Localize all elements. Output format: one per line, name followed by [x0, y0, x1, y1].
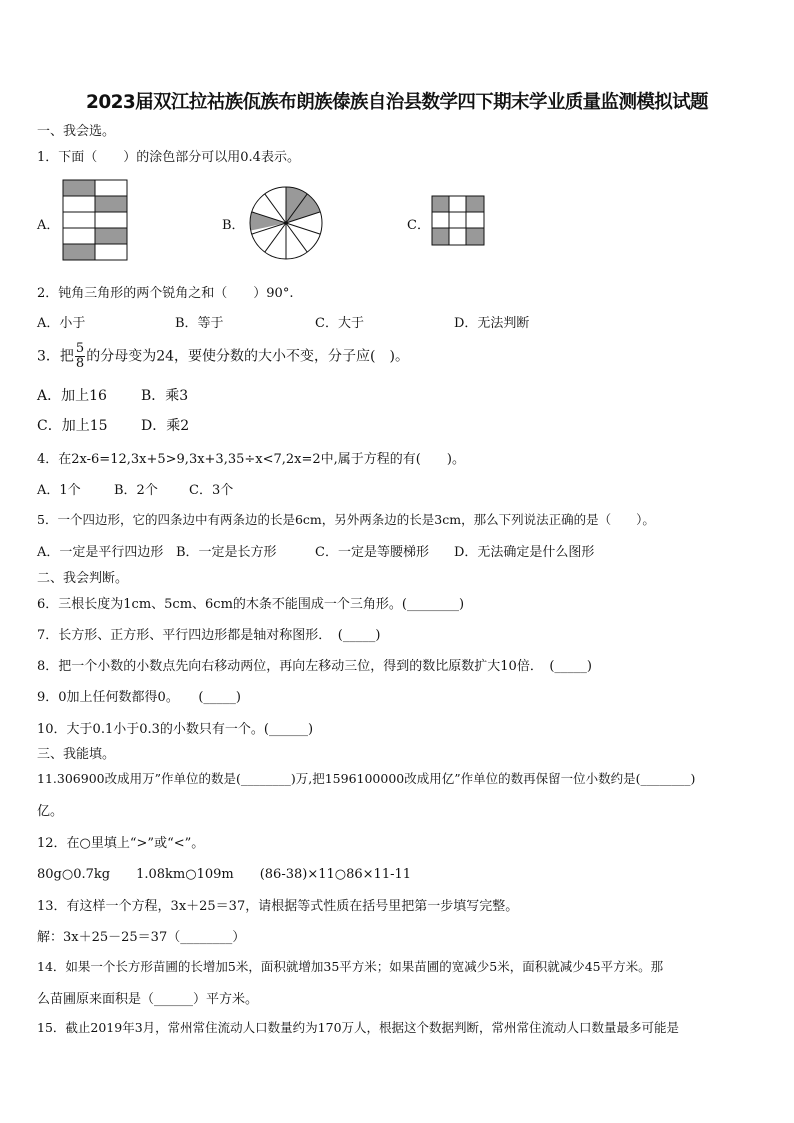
q1-figure-c-grid — [431, 195, 485, 246]
question-13-text: 13．有这样一个方程，3x＋25＝37，请根据等式性质在括号里把第一步填写完整。 — [37, 899, 519, 914]
q3-option-b: B．乘3 — [141, 388, 189, 404]
grid-cell-shaded — [63, 180, 95, 196]
q3-prefix: 3．把 — [37, 348, 74, 365]
question-5-text: 5．一个四边形，它的四条边中有两条边的长是6cm，另外两条边的长是3cm，那么下列说法正确的是（ ）。 — [37, 512, 655, 527]
q5-option-b: B．一定是长方形 — [176, 545, 277, 560]
q3-fraction-denominator: 8 — [75, 356, 85, 371]
q2-option-b: B．等于 — [175, 316, 224, 331]
grid-cell-shaded — [466, 196, 484, 212]
section-heading-3: 三、我能填。 — [37, 747, 116, 762]
q2-option-a: A．小于 — [37, 316, 86, 331]
question-14-line-1: 14．如果一个长方形苗圃的长增加5米，面积就增加35平方米；如果苗圃的宽减少5米，面积就减少45平方米。那 — [37, 959, 664, 974]
question-11-line-1: 11.306900改成用万”作单位的数是(________)万,把1596100000改成用亿”作单位的数再保留一位小数约是(________) — [37, 771, 696, 786]
q1-option-c-label: C． — [407, 218, 430, 233]
q4-option-a: A．1个 — [37, 483, 81, 498]
question-10-text: 10．大于0.1小于0.3的小数只有一个。(______) — [37, 722, 314, 737]
question-12-items: 80g○0.7kg 1.08km○109m (86-38)×11○86×11-11 — [37, 867, 412, 882]
question-9-text: 9．0加上任何数都得0。 (_____) — [37, 690, 241, 705]
q3-option-c: C．加上15 — [37, 418, 108, 434]
grid-cell-shaded — [466, 228, 484, 245]
q5-option-a: A．一定是平行四边形 — [37, 545, 164, 560]
q5-option-c: C．一定是等腰梯形 — [315, 545, 429, 560]
q1-option-a-label: A． — [37, 218, 60, 233]
question-6-text: 6．三根长度为1cm、5cm、6cm的木条不能围成一个三角形。(________) — [37, 597, 465, 612]
q3-option-d: D．乘2 — [141, 418, 190, 434]
question-13-answer: 解：3x＋25－25＝37（________） — [37, 930, 246, 945]
q3-fraction — [75, 342, 85, 371]
question-8-text: 8．把一个小数的小数点先向右移动两位，再向左移动三位，得到的数比原数扩大10倍． (_____) — [37, 659, 592, 674]
q3-suffix: 的分母变为24，要使分数的大小不变，分子应( )。 — [86, 348, 409, 365]
page-title: 2023届双江拉祜族佤族布朗族傣族自治县数学四下期末学业质量监测模拟试题 — [86, 92, 708, 113]
q1-option-b-label: B． — [222, 218, 245, 233]
section-heading-1: 一、我会选。 — [37, 124, 116, 139]
question-7-text: 7．长方形、正方形、平行四边形都是轴对称图形． (_____) — [37, 628, 381, 643]
question-3-text — [37, 342, 409, 371]
grid-cell-shaded — [63, 244, 95, 260]
question-2-text: 2．钝角三角形的两个锐角之和（ ）90°. — [37, 286, 294, 301]
question-1-text: 1．下面（ ）的涂色部分可以用0.4表示。 — [37, 150, 300, 165]
grid-cell-shaded — [95, 228, 127, 244]
question-4-text: 4．在2x-6=12,3x+5>9,3x+3,35÷x<7,2x=2中,属于方程的有( )。 — [37, 452, 465, 467]
question-12-text: 12．在○里填上“>”或“<”。 — [37, 836, 205, 851]
q2-option-d: D．无法判断 — [454, 316, 530, 331]
sector-shaded — [250, 223, 286, 231]
question-15-text: 15．截止2019年3月，常州常住流动人口数量约为170万人，根据这个数据判断，常州常住流动人口数量最多可能是 — [37, 1020, 680, 1035]
question-14-line-2: 么苗圃原来面积是（______）平方米。 — [37, 992, 259, 1007]
q4-option-c: C．3个 — [189, 483, 234, 498]
q3-option-a: A．加上16 — [37, 388, 107, 404]
section-heading-2: 二、我会判断。 — [37, 571, 129, 586]
grid-cell-shaded — [432, 228, 449, 245]
q2-option-c: C．大于 — [315, 316, 364, 331]
q1-figure-b-circle — [249, 186, 323, 260]
q1-figure-a-grid — [62, 179, 129, 261]
grid-cell-shaded — [95, 196, 127, 212]
question-11-line-2: 亿。 — [37, 804, 64, 819]
q3-fraction-numerator: 5 — [75, 341, 85, 356]
q4-option-b: B．2个 — [114, 483, 158, 498]
q5-option-d: D．无法确定是什么图形 — [454, 545, 595, 560]
grid-cell-shaded — [432, 196, 449, 212]
